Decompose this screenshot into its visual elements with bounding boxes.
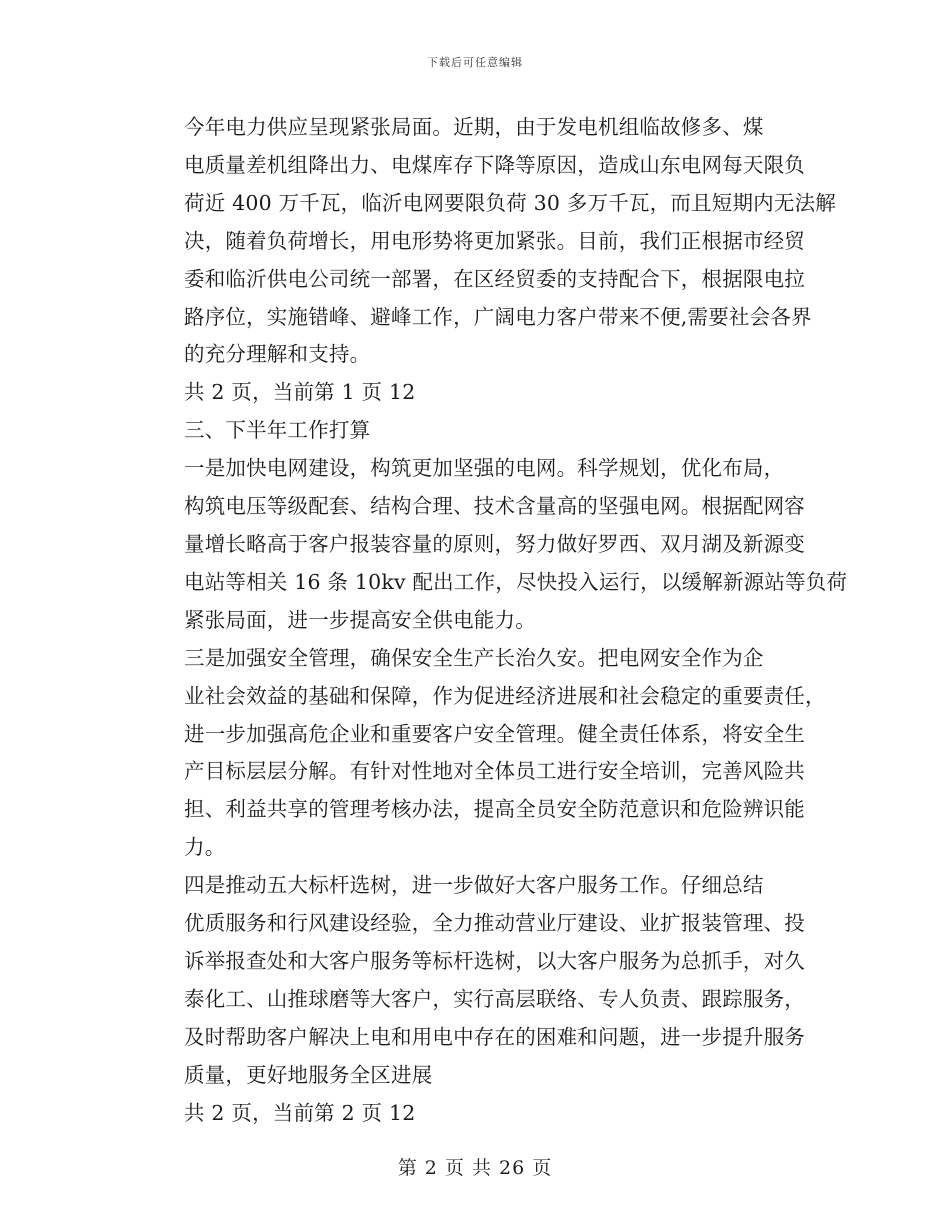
page-number-footer: 第 2 页 共 26 页	[397, 1157, 553, 1179]
text-line: 路序位，实施错峰、避峰工作，广阔电力客户带来不便,需要社会各界	[184, 304, 812, 329]
document-body	[143, 109, 848, 1132]
header-note: 下载后可任意编辑	[427, 56, 523, 69]
text-line: 担、利益共享的管理考核办法，提高全员安全防范意识和危险辨识能	[184, 797, 805, 822]
text-line: 荷近 400 万千瓦，临沂电网要限负荷 30 多万千瓦，而且短期内无法解	[184, 190, 836, 215]
text-line: 电质量差机组降出力、电煤库存下降等原因，造成山东电网每天限负	[184, 152, 805, 177]
text-line: 产目标层层分解。有针对性地对全体员工进行安全培训，完善风险共	[184, 759, 805, 784]
text-line: 决，随着负荷增长，用电形势将更加紧张。目前，我们正根据市经贸	[184, 228, 805, 253]
text-line: 三、下半年工作打算	[184, 418, 371, 443]
text-line: 共 2 页，当前第 2 页 12	[184, 1100, 416, 1125]
text-line: 今年电力供应呈现紧张局面。近期，由于发电机组临故修多、煤	[184, 115, 764, 139]
page-count-note-2	[143, 1095, 805, 1133]
paragraph-customer-service	[143, 867, 805, 1094]
text-line: 诉举报查处和大客户服务等标杆选树，以大客户服务为总抓手，对久	[184, 948, 805, 973]
text-line: 量增长略高于客户报装容量的原则，努力做好罗西、双月湖及新源变	[184, 531, 805, 556]
text-line: 构筑电压等级配套、结构合理、技术含量高的坚强电网。根据配网容	[184, 494, 805, 519]
text-line: 质量，更好地服务全区进展	[184, 1062, 433, 1087]
text-line: 进一步加强高危企业和重要客户安全管理。健全责任体系，将安全生	[184, 721, 805, 746]
text-line: 三是加强安全管理，确保安全生产长治久安。把电网安全作为企	[184, 645, 764, 670]
text-line: 泰化工、山推球磨等大客户，实行高层联络、专人负责、跟踪服务，	[184, 986, 805, 1011]
section-heading	[143, 412, 805, 450]
paragraph-grid-construction	[143, 450, 848, 640]
text-line: 业社会效益的基础和保障，作为促进经济进展和社会稳定的重要责任，	[184, 683, 826, 708]
text-line: 力。	[184, 835, 226, 860]
page-count-note-1	[143, 374, 805, 412]
text-line: 紧张局面，进一步提高安全供电能力。	[184, 607, 536, 632]
text-line: 优质服务和行风建设经验，全力推动营业厅建设、业扩报装管理、投	[184, 911, 805, 936]
text-line: 电站等相关 16 条 10kv 配出工作，尽快投入运行，以缓解新源站等负荷	[184, 569, 848, 594]
paragraph-power-supply	[143, 109, 836, 374]
text-line: 一是加快电网建设，构筑更加坚强的电网。科学规划，优化布局，	[184, 456, 785, 481]
text-line: 委和临沂供电公司统一部署，在区经贸委的支持配合下，根据限电拉	[184, 266, 805, 291]
text-line: 的充分理解和支持。	[184, 342, 371, 367]
text-line: 及时帮助客户解决上电和用电中存在的困难和问题，进一步提升服务	[184, 1024, 805, 1049]
paragraph-safety-management	[143, 640, 826, 867]
text-line: 共 2 页，当前第 1 页 12	[184, 380, 416, 405]
text-line: 四是推动五大标杆选树，进一步做好大客户服务工作。仔细总结	[184, 873, 764, 898]
